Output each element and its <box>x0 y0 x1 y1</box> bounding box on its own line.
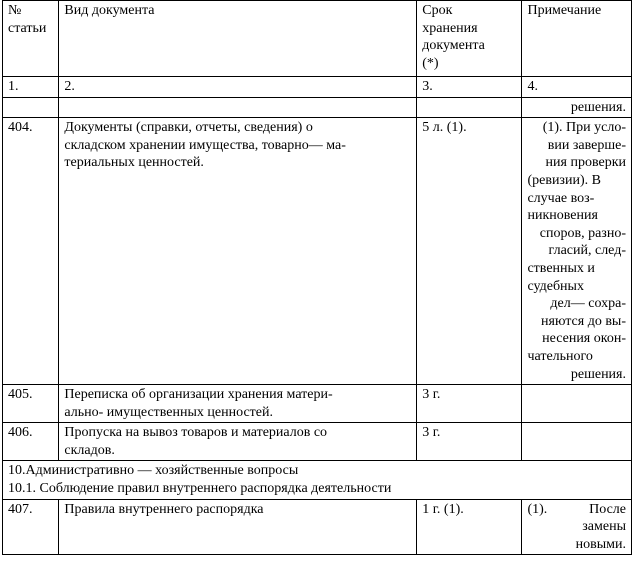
table-row <box>3 385 632 423</box>
document-type-cell: Правила внутреннего распорядка <box>59 499 417 555</box>
retention-term-cell: 3 г. <box>417 423 522 461</box>
note-cell: (1). При усло- вии заверше- ния проверки (ревизии). В случае воз- никновения споров, разно- гласий, след- ственных и судебных дел— сохра- няются до вы- несения окон- чательного решения. <box>522 118 632 385</box>
note-cell <box>522 385 632 423</box>
index-cell: 4. <box>522 77 632 98</box>
section-heading-row <box>3 461 632 499</box>
continuation-row <box>3 97 632 118</box>
table-row <box>3 118 632 385</box>
header-note: Примечание <box>522 1 632 77</box>
retention-term-cell: 5 л. (1). <box>417 118 522 385</box>
article-number: 406. <box>3 423 59 461</box>
table-header-row <box>3 1 632 77</box>
section-heading: 10.Административно — хозяйственные вопросы <box>8 463 299 479</box>
header-document-type: Вид документа <box>59 1 417 77</box>
table-row <box>3 499 632 555</box>
header-retention-term: Срок хранения документа (*) <box>417 1 522 77</box>
index-cell: 1. <box>3 77 59 98</box>
article-number: 405. <box>3 385 59 423</box>
column-index-row <box>3 77 632 98</box>
document-type-cell: Пропуска на вывоз товаров и материалов со складов. <box>59 423 417 461</box>
note-cell: (1). После замены новыми. <box>522 499 632 555</box>
index-cell: 2. <box>59 77 417 98</box>
document-type-cell: Переписка об организации хранения матери- ально- имущественных ценностей. <box>59 385 417 423</box>
retention-term-cell: 3 г. <box>417 385 522 423</box>
document-type-cell: Документы (справки, отчеты, сведения) о складском хранении имущества, товарно— ма- териальных ценностей. <box>59 118 417 385</box>
index-cell: 3. <box>417 77 522 98</box>
note-cell: решения. <box>522 97 632 118</box>
article-number: 407. <box>3 499 59 555</box>
article-number: 404. <box>3 118 59 385</box>
header-article-number: № статьи <box>3 1 59 77</box>
note-cell <box>522 423 632 461</box>
table-row <box>3 423 632 461</box>
subsection-heading: 10.1. Соблюдение правил внутреннего распорядка деятельности <box>8 481 392 497</box>
document-retention-table <box>2 0 632 555</box>
retention-term-cell: 1 г. (1). <box>417 499 522 555</box>
